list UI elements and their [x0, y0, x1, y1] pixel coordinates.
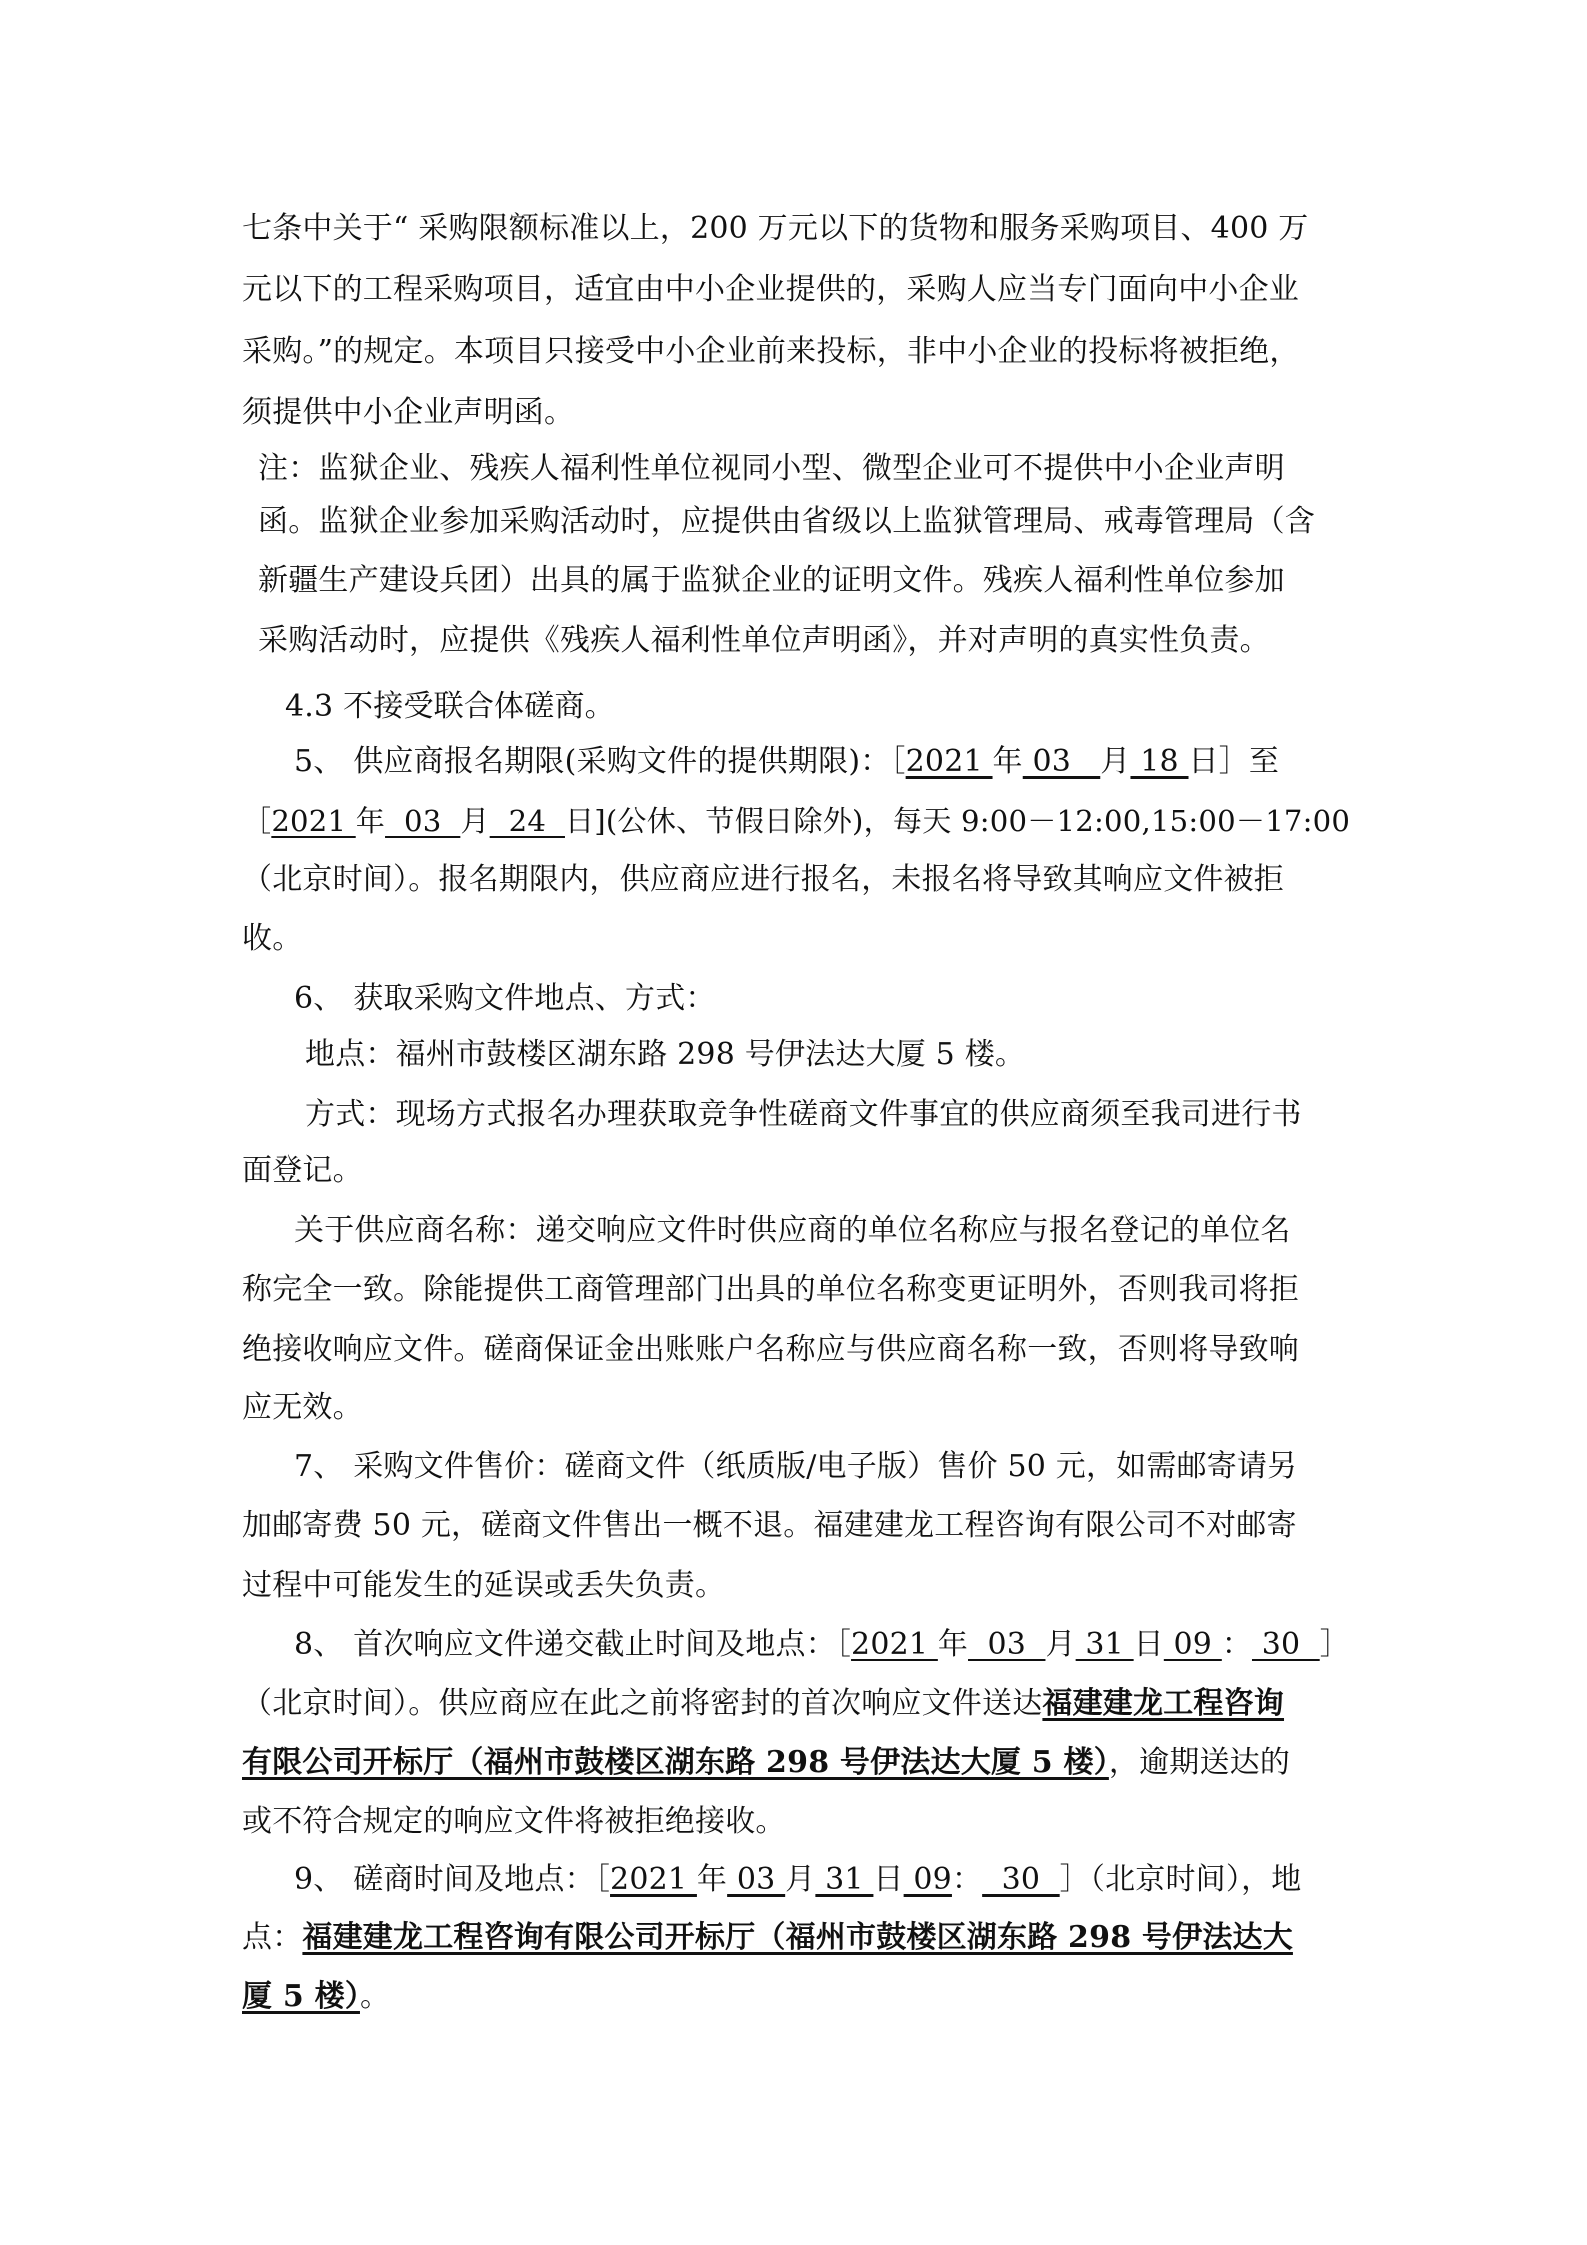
body-text-line: 加邮寄费 50 元，磋商文件售出一概不退。福建建龙工程咨询有限公司不对邮寄	[242, 1508, 1297, 1543]
item-9-line-1: 9、 磋商时间及地点：［2021 年 03 月 31 日 09： 30 ］（北京时间），地	[294, 1862, 1302, 1897]
body-text-line: 收。	[242, 921, 303, 956]
submission-day: 31	[1075, 1627, 1134, 1662]
item-9-line-2: 点：福建建龙工程咨询有限公司开标厅（福州市鼓楼区湖东路 298 号伊法达大	[242, 1920, 1293, 1955]
consultation-hour: 09	[903, 1862, 952, 1897]
submission-month: 03	[968, 1627, 1046, 1662]
item-5-line-1: 5、 供应商报名期限(采购文件的提供期限)：［2021 年 03 月 18 日］至	[294, 744, 1280, 779]
submission-minute: 30	[1251, 1627, 1320, 1662]
registration-start-month: 03	[1022, 744, 1101, 779]
consultation-day: 31	[815, 1862, 874, 1897]
consultation-location: 福建建龙工程咨询有限公司开标厅（福州市鼓楼区湖东路 298 号伊法达大	[302, 1920, 1293, 1955]
body-text-line: 或不符合规定的响应文件将被拒绝接收。	[242, 1804, 786, 1839]
item-8-line-1: 8、 首次响应文件递交截止时间及地点：［2021 年 03 月 31 日 09 ： 30 ］	[294, 1627, 1350, 1662]
body-text-line: 元以下的工程采购项目，适宜由中小企业提供的，采购人应当专门面向中小企业	[242, 272, 1299, 307]
consultation-location-cont: 厦 5 楼）	[242, 1979, 360, 2014]
submission-year: 2021	[851, 1627, 938, 1662]
registration-start-day: 18	[1130, 744, 1189, 779]
body-text-line: 绝接收响应文件。磋商保证金出账账户名称应与供应商名称一致，否则将导致响	[242, 1332, 1299, 1367]
body-text-line: 应无效。	[242, 1390, 363, 1425]
submission-location-cont: 有限公司开标厅（福州市鼓楼区湖东路 298 号伊法达大厦 5 楼）	[242, 1745, 1109, 1780]
registration-end-month: 03	[385, 804, 461, 838]
note-text-line: 注：监狱企业、残疾人福利性单位视同小型、微型企业可不提供中小企业声明	[258, 451, 1285, 486]
body-text-line: 4.3 不接受联合体磋商。	[285, 689, 615, 724]
item-9-line-3: 厦 5 楼）。	[242, 1979, 391, 2014]
registration-end-day: 24	[489, 804, 565, 838]
item-8-line-2: （北京时间）。供应商应在此之前将密封的首次响应文件送达福建建龙工程咨询	[242, 1686, 1285, 1721]
body-text-line: 关于供应商名称：递交响应文件时供应商的单位名称应与报名登记的单位名	[294, 1213, 1291, 1248]
body-text-line: 面登记。	[242, 1153, 363, 1188]
consultation-minute: 30	[982, 1862, 1060, 1897]
body-text-line: 方式：现场方式报名办理获取竞争性磋商文件事宜的供应商须至我司进行书	[305, 1097, 1302, 1132]
note-text-line: 采购活动时，应提供《残疾人福利性单位声明函》，并对声明的真实性负责。	[258, 623, 1270, 658]
consultation-month: 03	[727, 1862, 786, 1897]
body-text-line: 称完全一致。除能提供工商管理部门出具的单位名称变更证明外，否则我司将拒	[242, 1272, 1299, 1307]
registration-end-year: 2021	[271, 804, 356, 838]
body-text-line: 采购。”的规定。本项目只接受中小企业前来投标，非中小企业的投标将被拒绝，	[242, 334, 1300, 369]
consultation-year: 2021	[610, 1862, 697, 1897]
item-8-line-3: 有限公司开标厅（福州市鼓楼区湖东路 298 号伊法达大厦 5 楼），逾期送达的	[242, 1745, 1291, 1780]
item-5-line-2: ［2021 年 03 月 24 日](公休、节假日除外)，每天 9:00－12:00,15:00－17:00	[242, 804, 1351, 838]
body-text-line: 七条中关于“ 采购限额标准以上，200 万元以下的货物和服务采购项目、400 万	[242, 211, 1309, 246]
body-text-line: 过程中可能发生的延误或丢失负责。	[242, 1568, 726, 1603]
item-6-heading: 6、 获取采购文件地点、方式：	[294, 981, 716, 1016]
note-text-line: 函。监狱企业参加采购活动时，应提供由省级以上监狱管理局、戒毒管理局（含	[258, 504, 1315, 539]
body-text-line: 地点：福州市鼓楼区湖东路 298 号伊法达大厦 5 楼。	[305, 1037, 1026, 1072]
submission-hour: 09	[1163, 1627, 1222, 1662]
note-text-line: 新疆生产建设兵团）出具的属于监狱企业的证明文件。残疾人福利性单位参加	[258, 563, 1285, 598]
registration-start-year: 2021	[905, 744, 993, 779]
submission-location: 福建建龙工程咨询	[1042, 1686, 1285, 1721]
body-text-line: （北京时间）。报名期限内，供应商应进行报名，未报名将导致其响应文件被拒	[242, 862, 1284, 897]
item-7-line-1: 7、 采购文件售价：磋商文件（纸质版/电子版）售价 50 元，如需邮寄请另	[294, 1449, 1298, 1484]
body-text-line: 须提供中小企业声明函。	[242, 395, 575, 430]
